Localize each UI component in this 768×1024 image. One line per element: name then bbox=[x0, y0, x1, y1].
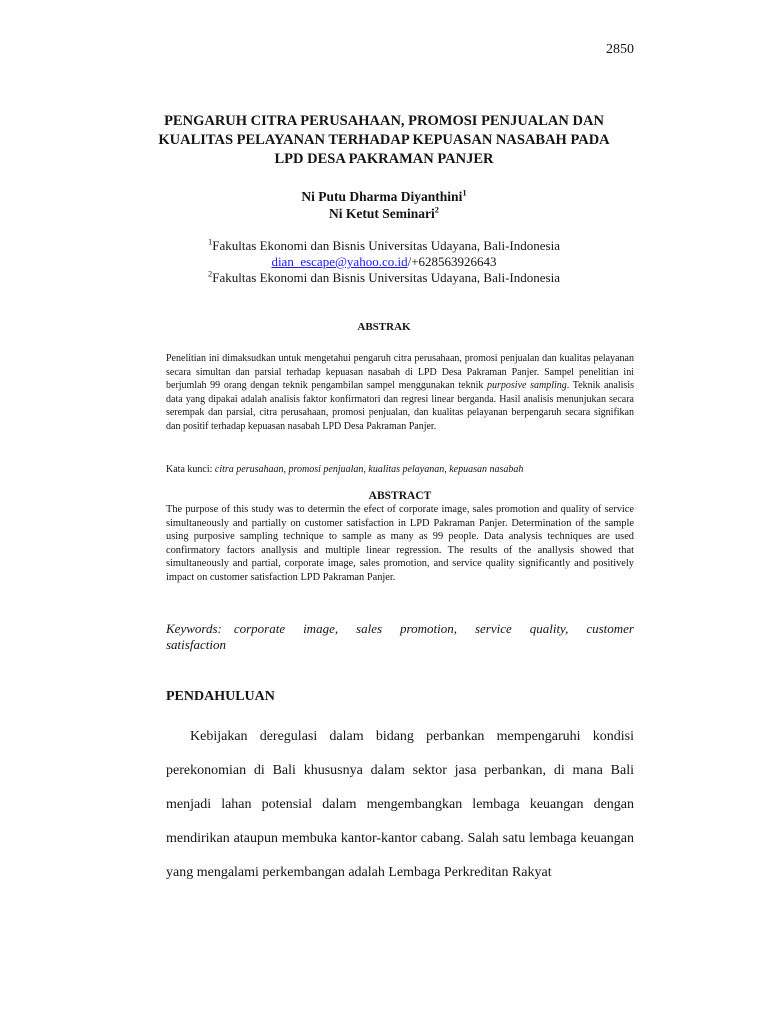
paper-title: PENGARUH CITRA PERUSAHAAN, PROMOSI PENJUALAN DAN KUALITAS PELAYANAN TERHADAP KEPUASAN NASABAH PADA LPD DESA PAKRAMAN PANJER bbox=[158, 113, 610, 167]
abstrak-text-part-1: Penelitian ini dimaksudkan untuk mengetahui pengaruh citra perusahaan, promosi penjualan dan kualitas pelayanan secara simultan dan parsial terhadap kepuasan nasabah di LPD Desa Pakraman Panjer. Sampel penelitian ini berjumlah 99 orang dengan teknik pengambilan sampel menggunakan teknik bbox=[166, 353, 634, 391]
author-2-name: Ni Ketut Seminari bbox=[329, 206, 435, 221]
kata-kunci bbox=[166, 463, 634, 476]
phone-number: /+628563926643 bbox=[407, 254, 497, 269]
affiliation-1-marker: 1 bbox=[208, 236, 213, 247]
affiliation-2-text: Fakultas Ekonomi dan Bisnis Universitas Udayana, Bali-Indonesia bbox=[212, 270, 560, 285]
section-heading: PENDAHULUAN bbox=[166, 689, 275, 704]
kata-kunci-label: Kata kunci: bbox=[166, 464, 215, 475]
page-number: 2850 bbox=[606, 42, 634, 57]
abstrak-heading: ABSTRAK bbox=[357, 321, 411, 333]
contact-line bbox=[150, 254, 618, 270]
email-link[interactable]: dian_escape@yahoo.co.id bbox=[271, 254, 408, 269]
introduction-paragraph bbox=[166, 720, 634, 890]
keywords bbox=[166, 621, 634, 653]
affiliation-1 bbox=[150, 238, 618, 254]
abstract-heading: ABSTRACT bbox=[368, 490, 432, 502]
author-2-marker: 2 bbox=[434, 204, 439, 215]
abstrak-italic-term: purposive sampling bbox=[487, 380, 567, 391]
introduction-text: Kebijakan deregulasi dalam bidang perbankan mempengaruhi kondisi perekonomian di Bali khususnya dalam sektor jasa perbankan, di mana Bali menjadi lahan potensial dalam mengembangkan lembaga keuangan dengan mendirikan ataupun membuka kantor-kantor cabang. Salah satu lembaga keuangan yang mengalami perkembangan adalah Lembaga Perkreditan Rakyat bbox=[166, 729, 634, 880]
affiliation-1-text: Fakultas Ekonomi dan Bisnis Universitas Udayana, Bali-Indonesia bbox=[212, 238, 560, 253]
author-2 bbox=[150, 205, 618, 222]
affiliation-2-marker: 2 bbox=[208, 268, 213, 279]
author-list bbox=[150, 188, 618, 222]
affiliation-2 bbox=[150, 270, 618, 286]
abstrak-paragraph bbox=[166, 352, 634, 433]
author-1 bbox=[150, 188, 618, 205]
author-1-marker: 1 bbox=[462, 187, 467, 198]
affiliations bbox=[150, 238, 618, 286]
abstrak-text-part-2: . Teknik analisis data yang dipakai adalah analisis faktor konfirmatori dan regresi linear berganda. Hasil analisis menunjukan secara serempak dan parsial, citra perusahaan, promosi penjualan, dan kualitas pelayanan berpengaruh secara signifikan dan positif terhadap kepuasan nasabah LPD Desa Pakraman Panjer. bbox=[166, 380, 634, 432]
kata-kunci-terms: citra perusahaan, promosi penjualan, kualitas pelayanan, kepuasan nasabah bbox=[214, 464, 524, 475]
abstract-paragraph: The purpose of this study was to determin the efect of corporate image, sales promotion and quality of service simultaneously and partially on customer satisfaction in LPD Pakraman Panjer. Determination of the sample using purposive sampling technique to sample as many as 99 people. Data analysis techniques are used confirmatory factors anallysis and multiple linear regression. The results of the anallysis showed that simultaneously and partial, corporate image, sales promotion, and service quality significantly and positively impact on customer satisfaction LPD Pakraman Panjer. bbox=[166, 504, 634, 583]
author-1-name: Ni Putu Dharma Diyanthini bbox=[301, 189, 463, 204]
keywords-terms: corporate image, sales promotion, service quality, customer satisfaction bbox=[166, 621, 634, 652]
keywords-label: Keywords: bbox=[166, 621, 234, 636]
